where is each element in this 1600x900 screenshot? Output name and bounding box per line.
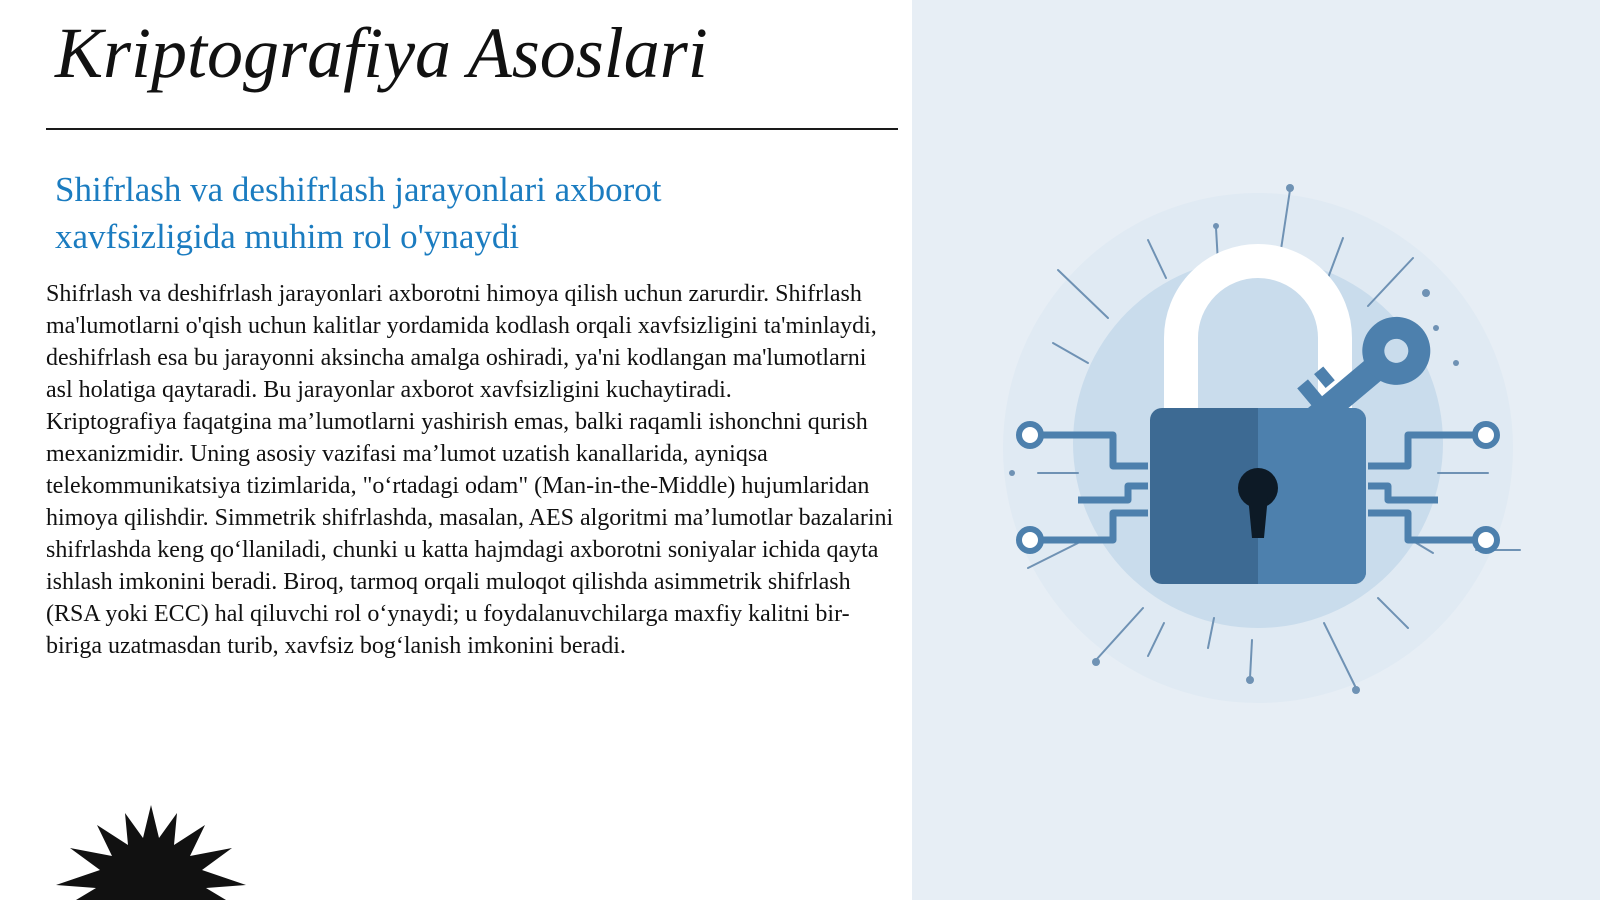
page-title: Kriptografiya Asoslari (55, 13, 708, 93)
padlock-circuit-icon (968, 178, 1548, 718)
body-text (46, 278, 898, 662)
starburst-icon (56, 800, 246, 900)
title-divider (46, 128, 898, 130)
body-paragraph-2: Kriptografiya faqatgina ma’lumotlarni yashirish emas, balki raqamli ishonchni qurish mexanizmidir. Uning asosiy vazifasi ma’lumot uzatish kanallarida, ayniqsa telekommunikatsiya tizimlarida, "o‘rtadagi odam" (Man-in-the-Middle) hujumlaridan himoya qilishdir. Simmetrik shifrlashda, masalan, AES algoritmi ma’lumotlar bazalarini shifrlashda keng qo‘llaniladi, chunki u katta hajmdagi axborotni soniyalar ichida qayta ishlash imkonini beradi. Biroq, tarmoq orqali muloqot qilishda asimmetrik shifrlash (RSA yoki ECC) hal qiluvchi rol o‘ynaydi; u foydalanuvchilarga maxfiy kalitni bir-biriga uzatmasdan turib, xavfsiz bog‘lanish imkonini beradi. (46, 409, 894, 659)
body-paragraph-1: Shifrlash va deshifrlash jarayonlari axborotni himoya qilish uchun zarurdir. Shifrlash ma'lumotlarni o'qish uchun kalitlar yordamida kodlash orqali xavfsizligini ta'minlaydi, deshifrlash esa bu jarayonni aksincha amalga oshiradi, ya'ni kodlangan ma'lumotlarni asl holatiga qaytaradi. Bu jarayonlar axborot xavfsizligini kuchaytiradi. (46, 281, 877, 403)
page-subtitle: Shifrlash va deshifrlash jarayonlari axborot xavfsizligida muhim rol o'ynaydi (55, 170, 662, 256)
